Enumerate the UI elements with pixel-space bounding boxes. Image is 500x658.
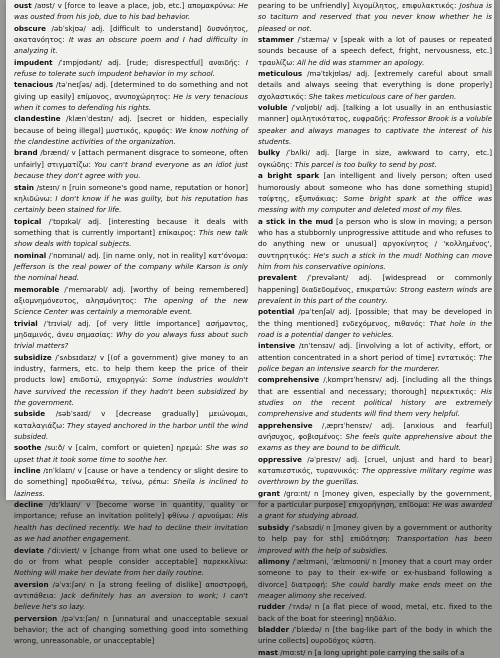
entry-headword: subsidize <box>14 352 52 362</box>
entry-definition: adj. [large in size, awkward to carry, etc.] ογκώδης: <box>258 148 492 169</box>
entry-definition: adj. [cruel, unjust and hard to bear] καταπιεστικός, τυραννικός: <box>258 454 492 476</box>
entry-headword: topical <box>14 216 42 226</box>
dictionary-entry <box>258 420 492 454</box>
entry-headword: grant <box>258 488 280 498</box>
dictionary-entry <box>14 79 248 113</box>
entry-example: He was awarded a grant for studying abroad. <box>258 500 492 521</box>
entry-pronunciation: /mɑːst/ <box>277 647 308 657</box>
dictionary-entry <box>258 454 492 488</box>
entry-example: Strong eastern winds are prevalent in this part of the country. <box>258 284 492 305</box>
entry-pronunciation: /səbˈsaɪd/ <box>45 409 102 419</box>
entry-example: His studies on the recent political history are extremely comprehensive and students will find them very helpful. <box>258 386 492 419</box>
entry-example: Professor Brook is a voluble speaker and always manages to captivate the interest of his students. <box>258 114 492 147</box>
entry-pronunciation: /dɪˈklaɪn/ <box>43 500 87 510</box>
entry-definition: n [money given by a government or authority to help pay for sth] επιδότηση: <box>258 522 492 544</box>
entry-headword: aversion <box>14 579 49 589</box>
entry-definition: [an intelligent and lively person; often used humorously about someone who has done something stupid] τσίφτης, εξυπνάκιας: <box>258 171 492 203</box>
entry-pronunciation: /suːð/ <box>41 443 68 453</box>
entry-pronunciation: /ˈtɒpɪkəl/ <box>41 216 88 226</box>
entry-definition: adj. [rude; disrespectful] αναιδής: <box>107 57 246 67</box>
entry-headword: bulky <box>258 148 281 158</box>
dictionary-entry <box>258 556 492 601</box>
entry-definition: n [unnatural and unacceptable sexual behavior; the act of changing something good into something wrong, unreasonable, or unacceptable] <box>14 613 248 646</box>
entry-pronunciation: /ˈblædə/ <box>288 624 325 634</box>
entry-definition: v [calm, comfort or quieten] ηρεμώ: <box>68 443 206 453</box>
entry-pronunciation: /pəˈtenʃəl/ <box>294 307 339 317</box>
entry-definition: [a person who is slow in moving; a person who has a stubbornly unprogressive attitude and who refuses to do anything new or unusual] αργοκίνητος / 'κολλημένος', συντηρητικός: <box>258 216 492 260</box>
entry-pronunciation: /brænd/ <box>37 148 72 158</box>
entry-example: Some industries wouldn't have survived the recession if they hadn't been subsidized by the government. <box>14 375 248 408</box>
entry-headword: memorable <box>14 284 60 294</box>
entry-pronunciation: /ˌæprɪˈhensɪv/ <box>312 420 382 430</box>
entry-headword: oust <box>14 1 32 10</box>
entry-example: All he did was stammer an apology. <box>296 57 425 67</box>
dictionary-entry <box>258 624 492 647</box>
entry-headword: stain <box>14 182 35 192</box>
dictionary-entry <box>14 182 248 216</box>
entry-example: Jefferson is the real power of the company while Karson is only the nominal head. <box>14 261 248 283</box>
entry-definition: n [money that a court may order someone to pay to their ex-wife or ex-husband following a divorce] διατροφή: <box>258 556 493 589</box>
entry-example: His health has declined recently. We had to decline their invitation as we had another engagement. <box>14 511 248 544</box>
dictionary-page <box>6 0 494 657</box>
entry-headword: decline <box>14 500 44 510</box>
dictionary-entry <box>258 34 492 68</box>
entry-example: She feels quite apprehensive about the exams as they are bound to be difficult. <box>258 432 492 453</box>
entry-definition: v [decrease gradually] μειώνομαι, καταλαγιάζω: <box>14 409 248 430</box>
entry-headword: deviate <box>14 545 45 555</box>
entry-pronunciation: /ˈsʌbsɪdaɪz/ <box>51 352 100 362</box>
entry-pronunciation: /aʊst/ <box>31 1 58 10</box>
entry-definition: adj. [interesting because it deals with something that is currently important] επίκαιρος: <box>14 216 248 237</box>
entry-example: She was so upset that it took some time to soothe her. <box>14 443 248 464</box>
entry-headword: trivial <box>14 318 38 328</box>
left-column <box>14 0 249 646</box>
entry-example: I refuse to tolerate such impudent behavior in my school. <box>14 57 248 79</box>
entry-definition: v [become worse in quantity, quality or importance; refuse an invitation politely] φθίνω / αρνούμαι: <box>14 500 248 521</box>
dictionary-entry <box>258 170 492 215</box>
entry-definition: adj. [difficult to understand] δυσνόητος, ακατανόητος: <box>14 23 248 45</box>
entry-example: The police began an intensive search for the murderer. <box>258 352 492 373</box>
entry-definition: n [a flat piece of wood, metal, etc. fixed to the back of the boat for steering] πηδάλιο. <box>258 602 492 623</box>
entry-pronunciation: /ˈvɒljʊbl/ <box>287 103 326 113</box>
entry-definition: n [money given, especially by the government, for a particular purpose] επιχορήγηση, επίδομα: <box>258 488 492 510</box>
entry-definition: adj. [talking a lot usually in an enthusiastic manner] ομιλητικότατος, ευφραδής: <box>258 103 493 124</box>
entry-example: That hole in the road is a potential danger to vehicles. <box>258 318 492 339</box>
entry-pronunciation: /ˈdiːvieɪt/ <box>44 545 83 555</box>
entry-headword: tenacious <box>14 80 54 90</box>
entry-definition: adj. [secret or hidden, especially because of being illegal] μυστικός, κρυφός: <box>14 114 248 135</box>
entry-headword: incline <box>14 466 41 476</box>
entry-pronunciation: /əˈpresɪv/ <box>301 454 347 464</box>
entry-example: I don't know if he was guilty, but his reputation has certainly been stained for life. <box>14 193 248 215</box>
entry-definition: adj. [including all the things that are essential and necessary; thorough] περιεκτικός: <box>258 375 492 396</box>
entry-pronunciation: /təˈneɪʃəs/ <box>53 80 95 90</box>
entry-pronunciation: /ˈælɪməni, ˈælɪmoʊni/ <box>289 556 373 566</box>
entry-definition: adj. [widespread or commonly happening] διαδεδομένος, επικρατών: <box>258 273 492 294</box>
entry-pronunciation: /klænˈdestɪn/ <box>60 114 119 124</box>
entry-headword: stammer <box>258 35 294 45</box>
entry-example: He's such a stick in the mud! Nothing can move him from his conservative opinions. <box>258 250 492 271</box>
entry-pronunciation: /ˈtrɪviəl/ <box>37 318 78 328</box>
dictionary-entry <box>258 340 492 374</box>
entry-example: She takes meticulous care of her garden. <box>308 91 457 101</box>
entry-example: Some bright spark at the office was messing with my computer and deleted most of my files. <box>258 193 492 215</box>
entry-definition: v [change from what one used to believe or do or from what people consider acceptable] παρεκκλίνω: <box>14 545 248 566</box>
entry-definition: pearing to be unfriendly] λιγομίλητος, επιφυλακτικός: <box>258 1 460 10</box>
entry-pronunciation: /ɪnˈklaɪn/ <box>40 466 78 476</box>
entry-example: The opening of the new Science Center was certainly a memorable event. <box>14 295 248 317</box>
dictionary-entry <box>14 57 248 80</box>
entry-definition: n [a strong feeling of dislike] αποστροφή, αντιπάθεια: <box>14 579 248 600</box>
dictionary-entry <box>14 113 248 147</box>
entry-pronunciation: /məˈtɪkjʊləs/ <box>302 69 357 79</box>
entry-headword: soothe <box>14 443 42 453</box>
entry-definition: n [ruin someone's good name, reputation or honor] κηλιδώνω: <box>14 182 248 203</box>
entry-definition: v [speak with a lot of pauses or repeated sounds because of a speech defect, fright, nervousness, etc.] τραυλίζω: <box>258 35 492 67</box>
entry-definition: n [the bag-like part of the body in which the urine collects] ουροδόχος κύστη. <box>258 624 492 646</box>
dictionary-entry <box>14 352 248 409</box>
entry-pronunciation: /pəˈvɜːʃən/ <box>57 613 104 623</box>
entry-headword: comprehensive <box>258 375 320 385</box>
entry-headword: voluble <box>258 103 288 113</box>
dictionary-entry <box>258 488 492 522</box>
entry-headword: mast <box>258 647 278 657</box>
entry-definition: adj. [determined to do something and not giving up easily] επίμονος, ανυποχώρητος: <box>14 80 249 101</box>
dictionary-entry <box>14 613 248 647</box>
dictionary-entry <box>258 272 492 306</box>
entry-example: They stayed anchored in the harbor until the wind subsided. <box>14 420 248 442</box>
dictionary-entry <box>258 68 492 102</box>
entry-example: He was ousted from his job, due to his bad behavior. <box>14 1 248 22</box>
entry-definition: adj. [worthy of being remembered] αξιομνημόνευτος, αλησμόνητος: <box>14 284 249 305</box>
entry-example: Why do you always fuss about such trivial matters? <box>14 329 248 351</box>
dictionary-entry <box>258 306 492 340</box>
entry-example: Transportation has been improved with the help of subsidies. <box>258 534 493 555</box>
dictionary-entry <box>14 579 248 613</box>
entry-pronunciation: /steɪn/ <box>34 182 63 192</box>
entry-example: She could hardly make ends meet on the meager alimony she received. <box>258 579 492 600</box>
entry-definition: adj. [of very little importance] ασήμαντος, μηδαμινός, άνευ σημασίας: <box>14 318 248 339</box>
entry-headword: obscure <box>14 23 46 33</box>
dictionary-entry <box>258 102 492 147</box>
entry-headword: subside <box>14 409 46 419</box>
entry-pronunciation: /ˈmemərəbl/ <box>59 284 113 294</box>
entry-example: He is very tenacious when it comes to defending his rights. <box>14 91 248 113</box>
dictionary-entry <box>258 374 492 419</box>
entry-definition: adj. [possible; that may be developed in the thing mentioned] ενδεχόμενος, πιθανός: <box>258 307 493 328</box>
entry-pronunciation: /ɪnˈtensɪv/ <box>295 341 339 351</box>
entry-pronunciation: /ɡrɑːnt/ <box>279 488 314 498</box>
entry-example: Jack definitely has an aversion to work; I can't believe he's so lazy. <box>14 590 248 612</box>
entry-headword: intensive <box>258 341 296 351</box>
entry-definition: v [force to leave a place, job, etc.] απομακρύνω: <box>57 1 239 10</box>
entry-example: We know nothing of the clandestine activities of the organization. <box>14 125 248 147</box>
entry-headword: apprehensive <box>258 420 313 430</box>
entry-headword: rudder <box>258 602 286 612</box>
entry-example: Sheila is inclined to laziness. <box>14 477 248 498</box>
dictionary-entry <box>258 647 492 658</box>
dictionary-entry <box>14 408 248 442</box>
entry-definition: adj. [in name only, not in reality] κατ'όνομα: <box>87 250 249 260</box>
entry-headword: bladder <box>258 624 289 634</box>
entry-definition: adj. [involving a lot of activity, effort, or attention concentrated in a short period of time] εντατικός: <box>258 341 492 362</box>
entry-headword: oppressive <box>258 454 302 464</box>
dictionary-entry <box>14 147 248 181</box>
entry-example: Joshua is so taciturn and reserved that you never know whether he is pleased or not. <box>258 1 492 33</box>
entry-headword: subsidy <box>258 522 289 532</box>
entry-headword: brand <box>14 148 38 158</box>
entry-pronunciation: /ˈsʌbsɪdi/ <box>288 522 327 532</box>
entry-definition: adj. [anxious and fearful] ανήσυχος, φοβισμένος: <box>258 420 492 442</box>
entry-headword: prevalent <box>258 273 297 283</box>
entry-example: Nothing will make her deviate from her daily routine. <box>14 568 204 578</box>
entry-headword: impudent <box>14 57 53 67</box>
dictionary-entry <box>258 147 492 170</box>
entry-headword: nominal <box>14 250 47 260</box>
dictionary-entry <box>258 601 492 624</box>
entry-pronunciation: /ˈbʌlki/ <box>280 148 317 158</box>
dictionary-entry <box>258 0 492 34</box>
entry-pronunciation: /ˈstæmə/ <box>293 35 334 45</box>
entry-pronunciation: /ˈnɒmɪnəl/ <box>46 250 88 260</box>
dictionary-entry <box>258 216 492 273</box>
entry-definition: v [attach permanent disgrace to someone, often unfairly] στιγματίζω: <box>14 148 248 169</box>
entry-headword: potential <box>258 307 295 317</box>
entry-example: It was an obscure poem and I had difficulty in analyzing it. <box>14 35 248 56</box>
entry-example: This parcel is too bulky to send by post. <box>294 159 437 169</box>
dictionary-entry <box>14 442 248 465</box>
entry-headword: meticulous <box>258 69 303 79</box>
entry-example: The oppressive military regime was overthrown by the guerillas. <box>258 466 492 487</box>
entry-definition: v [(of a government) give money to an industry, farmers, etc. to help them keep the price of their products low] επιδοτώ, επιχορηγώ: <box>14 352 248 385</box>
dictionary-entry <box>14 23 248 57</box>
dictionary-entry <box>14 545 248 579</box>
dictionary-entry <box>14 465 248 499</box>
dictionary-entry <box>14 499 248 544</box>
entry-pronunciation: /ˌkɒmprɪˈhensɪv/ <box>319 375 386 385</box>
entry-headword: alimony <box>258 556 290 566</box>
entry-pronunciation: /əbˈskjʊə/ <box>45 23 92 33</box>
entry-headword: a stick in the mud <box>258 216 334 226</box>
right-column <box>258 0 493 657</box>
entry-definition: n [a long upright pole carrying the sails of a <box>307 647 465 657</box>
entry-definition: adj. [extremely careful about small details and always seeing that everything is done properly] σχολαστικός: <box>258 69 493 101</box>
dictionary-entry <box>14 216 248 250</box>
dictionary-entry <box>14 0 248 23</box>
dictionary-entry <box>14 250 248 284</box>
dictionary-entry <box>14 284 248 318</box>
entry-example: This new talk show deals with topical subjects. <box>14 227 248 249</box>
dictionary-entry <box>258 522 492 556</box>
entry-example: You can't brand everyone as an idiot just because they don't agree with you. <box>14 159 248 181</box>
entry-headword: a bright spark <box>258 171 320 181</box>
entry-headword: perversion <box>14 613 58 623</box>
dictionary-entry <box>14 318 248 352</box>
entry-pronunciation: /əˈvɜːʃən/ <box>48 579 90 589</box>
entry-pronunciation: /ˈɪmpjʊdənt/ <box>52 57 108 67</box>
entry-headword: clandestine <box>14 114 61 124</box>
entry-definition: v [cause or have a tendency or slight desire to do something] προδιαθέτω, τείνω, ρέπω: <box>14 466 248 487</box>
entry-pronunciation: /ˈprevələnt/ <box>296 273 359 283</box>
entry-pronunciation: /ˈrʌdə/ <box>285 602 315 612</box>
